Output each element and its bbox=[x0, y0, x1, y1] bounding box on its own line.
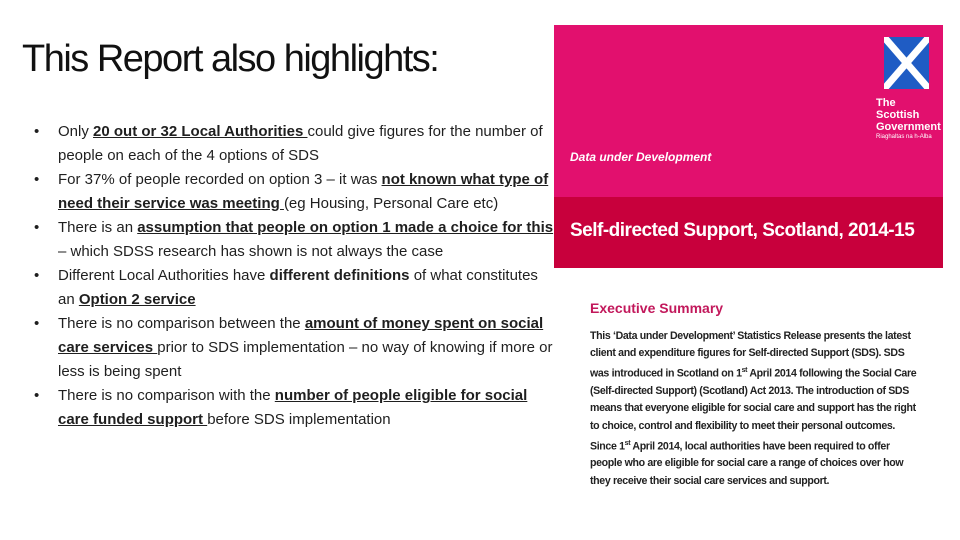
summary-text: April 2014 following the Social Care (Self-directed Support) (Scotland) Act 2013. The introduction of SDS means that everyone eligible for social care and support has the right to choice, control and flexibility to meet their personal outcomes. Since 1 bbox=[590, 367, 917, 453]
highlight-item bbox=[34, 312, 554, 384]
summary-text: This ‘Data under Development’ Statistics Release presents the latest client and expenditure figures for Self-directed Support (SDS). SDS was introduced in Scotland on 1 bbox=[590, 330, 911, 380]
highlight-text: amount of money spent on social care services bbox=[58, 315, 544, 356]
highlight-text: 20 out or 32 Local Authorities bbox=[93, 123, 308, 140]
highlight-text: There is no comparison with the bbox=[58, 387, 275, 404]
highlight-text: (eg Housing, Personal Care etc) bbox=[283, 195, 499, 212]
highlight-text: Option 2 service bbox=[78, 291, 196, 308]
report-cover bbox=[554, 25, 943, 268]
executive-summary-heading: Executive Summary bbox=[590, 300, 724, 316]
government-logo-text bbox=[876, 97, 940, 141]
saltire-icon bbox=[884, 37, 929, 89]
highlight-text: For 37% of people recorded on option 3 – it was bbox=[58, 171, 382, 188]
highlight-text: before SDS implementation bbox=[207, 411, 391, 428]
data-under-development-tag: Data under Development bbox=[570, 150, 712, 164]
highlight-text: – which SDSS research has shown is not always the case bbox=[58, 243, 444, 260]
highlight-text: number of people eligible for social care funded support bbox=[58, 387, 528, 428]
ordinal-suffix: st bbox=[624, 439, 631, 447]
government-name: The Scottish Government bbox=[876, 97, 941, 133]
summary-text: April 2014, local authorities have been required to offer people who are eligible for social care a range of choices over how they receive their social care services and support. bbox=[590, 440, 904, 487]
highlight-text: of what constitutes an bbox=[58, 267, 538, 308]
highlight-text: assumption that people on option 1 made a choice for this bbox=[137, 219, 554, 236]
slide-title: This Report also highlights: bbox=[22, 38, 439, 80]
highlights-list bbox=[34, 120, 554, 432]
report-title: Self-directed Support, Scotland, 2014-15 bbox=[570, 220, 915, 241]
saltire-flag-icon bbox=[884, 37, 929, 89]
highlight-item bbox=[34, 384, 554, 432]
highlight-item bbox=[34, 264, 554, 312]
highlight-text: could give figures for the number of people on each of the 4 options of SDS bbox=[58, 123, 543, 164]
executive-summary bbox=[590, 300, 920, 490]
ordinal-suffix: st bbox=[741, 367, 748, 375]
highlight-text: There is an bbox=[58, 219, 138, 236]
government-gaelic-name: Riaghaltas na h-Alba bbox=[876, 134, 932, 140]
highlight-item bbox=[34, 120, 554, 168]
highlight-item bbox=[34, 216, 554, 264]
executive-summary-body bbox=[590, 328, 920, 490]
highlight-item bbox=[34, 168, 554, 216]
highlight-text: prior to SDS implementation – no way of knowing if more or less is being spent bbox=[58, 339, 553, 380]
highlight-text: not known what type of need their service was meeting bbox=[58, 171, 549, 212]
highlight-text: different definitions bbox=[269, 267, 410, 284]
highlight-text: Different Local Authorities have bbox=[58, 267, 270, 284]
highlight-text: There is no comparison between the bbox=[58, 315, 305, 332]
highlight-text: Only bbox=[58, 123, 94, 140]
